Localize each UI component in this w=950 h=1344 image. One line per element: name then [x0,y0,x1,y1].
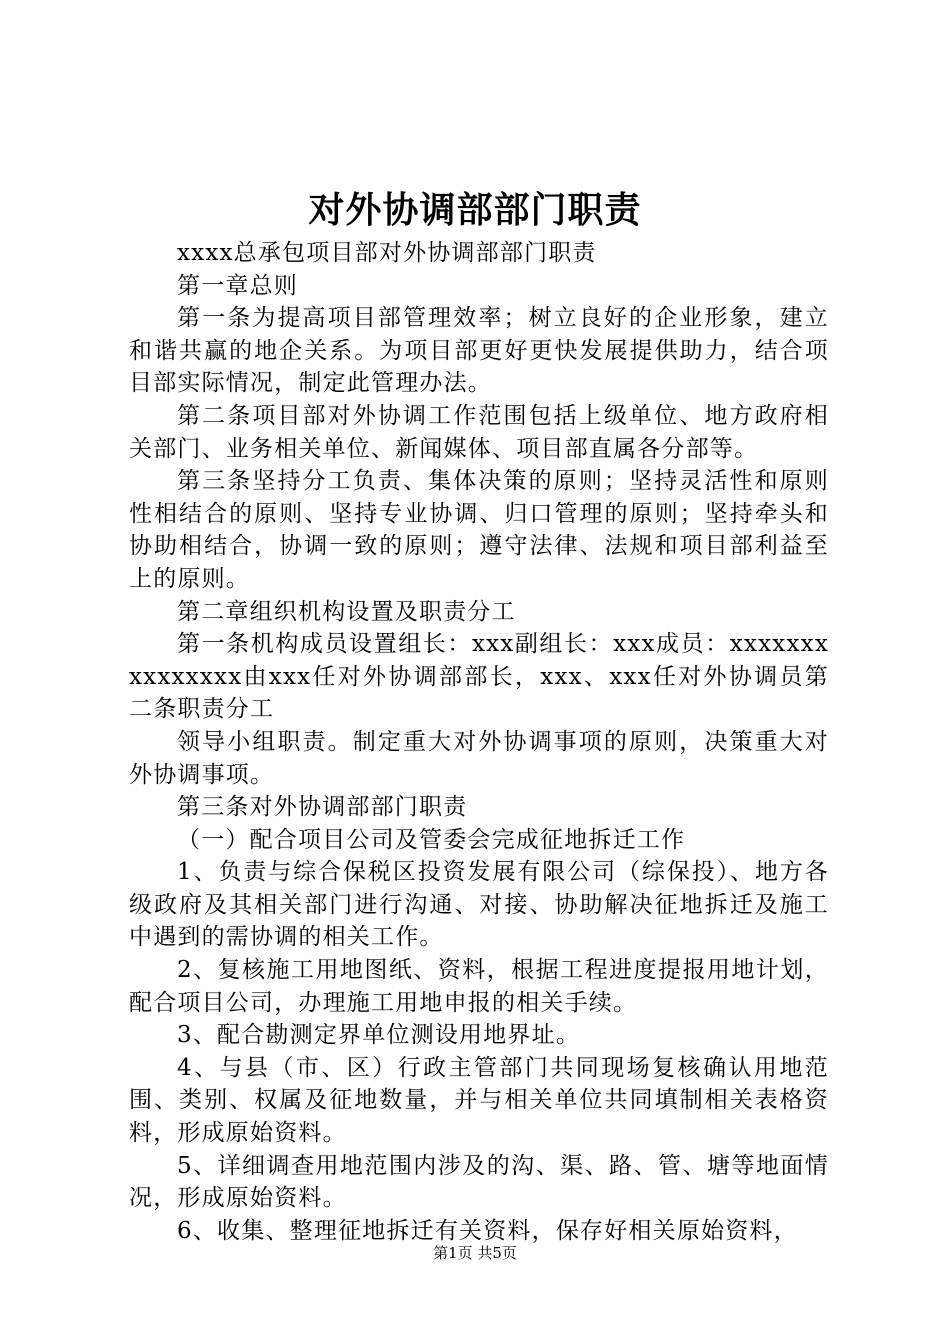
article-paragraph: 第三条坚持分工负责、集体决策的原则；坚持灵活性和原则性相结合的原则、坚持专业协调、归口管理的原则；坚持牵头和协助相结合，协调一致的原则；遵守法律、法规和项目部利益至上的原则。 [129,468,829,592]
list-item: 6、收集、整理征地拆迁有关资料，保存好相关原始资料， [177,1217,798,1244]
page-footer: 第1页 共5页 [433,1244,517,1262]
article-paragraph: 第一条机构成员设置组长：xxx副组长：xxx成员：xxxxxxxxxxxxxxx由xxx任对外协调部部长，xxx、xxx任对外协调员第二条职责分工 [129,631,829,723]
list-item: 1、负责与综合保税区投资发展有限公司（综保投）、地方各级政府及其相关部门进行沟通、对接、协助解决征地拆迁及施工中遇到的需协调的相关工作。 [129,859,829,951]
document-title: 对外协调部部门职责 [308,189,642,231]
list-item: 3、配合勘测定界单位测设用地界址。 [177,1022,581,1049]
list-item: 2、复核施工用地图纸、资料，根据工程进度提报用地计划，配合项目公司，办理施工用地申报的相关手续。 [129,957,829,1016]
article-paragraph: 领导小组职责。制定重大对外协调事项的原则，决策重大对外协调事项。 [129,728,829,788]
chapter-heading: 第一章总则 [177,272,298,299]
article-paragraph: 第一条为提高项目部管理效率；树立良好的企业形象，建立和谐共赢的地企关系。为项目部更好更快发展提供助力，结合项目部实际情况，制定此管理办法。 [129,305,829,397]
section-heading: （一）配合项目公司及管委会完成征地拆迁工作 [177,826,686,853]
chapter-heading: 第二章组织机构设置及职责分工 [177,598,516,625]
article-paragraph: 第二条项目部对外协调工作范围包括上级单位、地方政府相关部门、业务相关单位、新闻媒体、项目部直属各分部等。 [129,402,829,462]
article-heading: 第三条对外协调部部门职责 [177,794,468,821]
list-item: 4、与县（市、区）行政主管部门共同现场复核确认用地范围、类别、权属及征地数量，并与相关单位共同填制相关表格资料，形成原始资料。 [129,1054,829,1147]
list-item: 5、详细调查用地范围内涉及的沟、渠、路、管、塘等地面情况，形成原始资料。 [129,1152,829,1212]
document-body [129,237,829,1247]
doc-subtitle: xxxx总承包项目部对外协调部部门职责 [177,240,597,266]
